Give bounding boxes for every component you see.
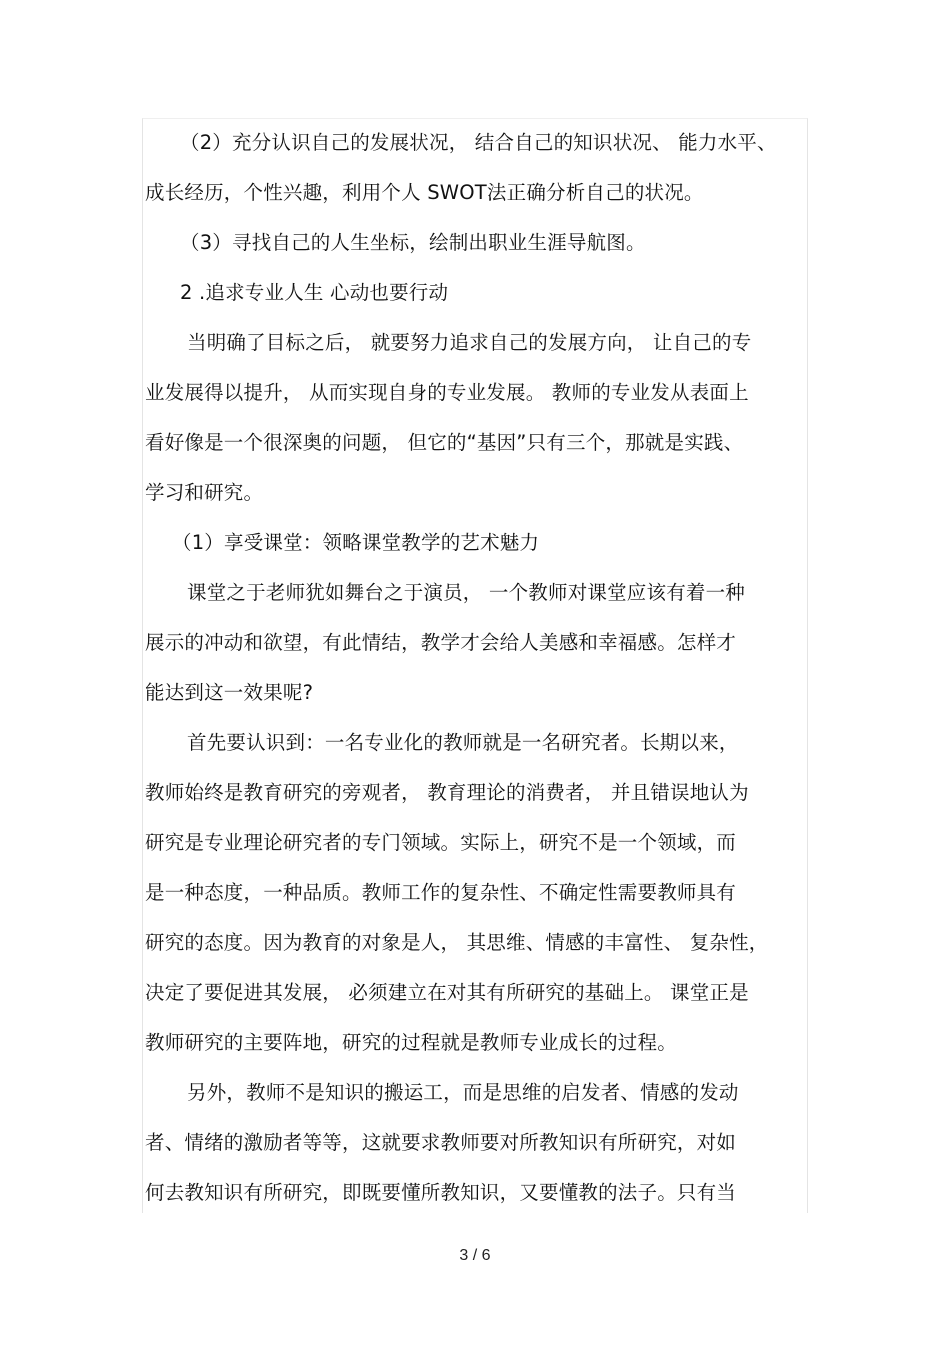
text-line-14: 教师始终是教育研究的旁观者， 教育理论的消费者， 并且错误地认为 [145,781,749,804]
text-line-21: 者、情绪的激励者等等，这就要求教师要对所教知识有所研究，对如 [145,1131,737,1154]
text-line-10: 课堂之于老师犹如舞台之于演员， 一个教师对课堂应该有着一种 [187,581,745,604]
subsection-heading: （1）享受课堂：领略课堂教学的艺术魅力 [172,531,540,554]
text-line-5: 当明确了目标之后， 就要努力追求自己的发展方向， 让自己的专 [187,331,752,354]
text-line-2: 成长经历，个性兴趣，利用个人 SWOT法正确分析自己的状况。 [145,181,704,204]
page-number: 3 / 6 [459,1247,491,1264]
text-line-15: 研究是专业理论研究者的专门领域。实际上，研究不是一个领域，而 [145,831,737,854]
text-line-11: 展示的冲动和欲望，有此情结，教学才会给人美感和幸福感。怎样才 [145,631,737,654]
text-line-16: 是一种态度，一种品质。教师工作的复杂性、不确定性需要教师具有 [145,881,737,904]
text-line-22: 何去教知识有所研究，即既要懂所教知识，又要懂教的法子。只有当 [145,1181,737,1204]
text-line-7: 看好像是一个很深奥的问题， 但它的“基因”只有三个，那就是实践、 [145,431,744,454]
text-line-20: 另外，教师不是知识的搬运工，而是思维的启发者、情感的发动 [187,1081,739,1104]
section-heading: 2 .追求专业人生 心动也要行动 [180,281,449,304]
text-line-12: 能达到这一效果呢? [145,681,314,704]
text-line-13: 首先要认识到：一名专业化的教师就是一名研究者。长期以来， [187,731,739,754]
text-line-19: 教师研究的主要阵地，研究的过程就是教师专业成长的过程。 [145,1031,677,1054]
text-line-3: （3）寻找自己的人生坐标，绘制出职业生涯导航图。 [180,231,646,254]
text-line-8: 学习和研究。 [145,481,264,504]
text-line-18: 决定了要促进其发展， 必须建立在对其有所研究的基础上。 课堂正是 [145,981,749,1004]
text-line-17: 研究的态度。因为教育的对象是人， 其思维、情感的丰富性、 复杂性， [145,931,769,954]
text-line-6: 业发展得以提升， 从而实现自身的专业发展。 教师的专业发从表面上 [145,381,749,404]
text-line-1: （2）充分认识自己的发展状况， 结合自己的知识状况、 能力水平、 [180,131,777,154]
